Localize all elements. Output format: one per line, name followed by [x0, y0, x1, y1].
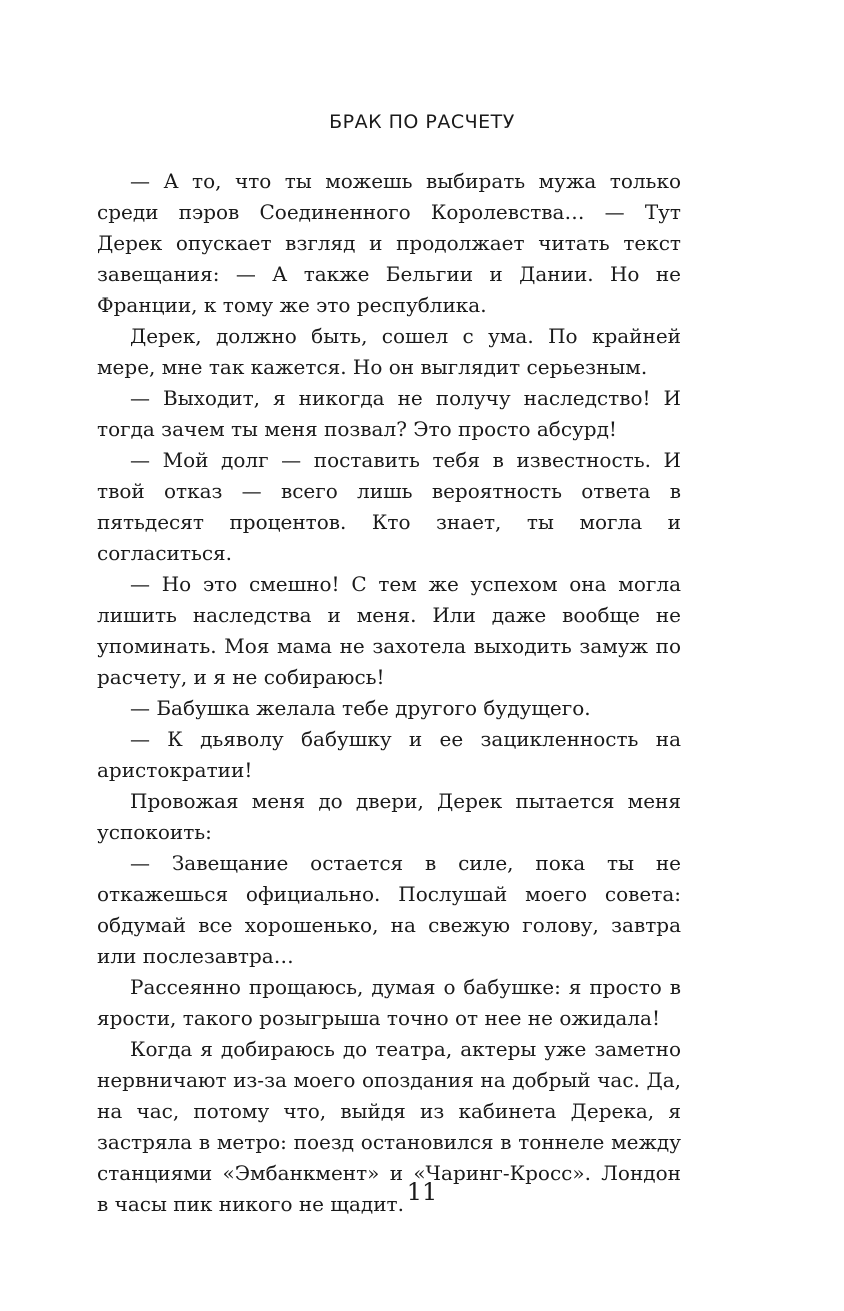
paragraph: Провожая меня до двери, Дерек пытается меня успокоить: — [97, 789, 681, 844]
paragraph: — К дьяволу бабушку и ее зацикленность на аристократии! — [97, 727, 681, 782]
body-text — [97, 166, 681, 1220]
paragraph: Когда я добираюсь до театра, актеры уже заметно нервничают из-за моего опоздания на добрый час. Да, на час, потому что, выйдя из кабинета Дерека, я застряла в метро: поезд остановился в тоннеле между станциями «Эмбанкмент» и «Чаринг-Кросс». Лондон в часы пик никого не щадит. — [97, 1037, 681, 1216]
paragraph: — Выходит, я никогда не получу наследство! И тогда зачем ты меня позвал? Это просто абсурд! — [97, 386, 681, 441]
page-number: 11 — [406, 1178, 438, 1206]
paragraph: — А то, что ты можешь выбирать мужа только среди пэров Соединенного Королевства… — Тут Дерек опускает взгляд и продолжает читать текст завещания: — А также Бельгии и Дании. Но не Франции, к тому же это республика. — [97, 169, 681, 317]
paragraph: — Мой долг — поставить тебя в известность. И твой отказ — всего лишь вероятность ответа в пятьдесят процентов. Кто знает, ты могла и согласиться. — [97, 448, 681, 565]
paragraph: — Бабушка желала тебе другого будущего. — [130, 696, 591, 720]
running-head: БРАК ПО РАСЧЕТУ — [329, 111, 515, 133]
paragraph: Дерек, должно быть, сошел с ума. По крайней мере, мне так кажется. Но он выглядит серьезным. — [97, 324, 681, 379]
paragraph: — Завещание остается в силе, пока ты не откажешься официально. Послушай моего совета: обдумай все хорошенько, на свежую голову, завтра или послезавтра… — [97, 851, 681, 968]
paragraph: — Но это смешно! С тем же успехом она могла лишить наследства и меня. Или даже вообще не упоминать. Моя мама не захотела выходить замуж по расчету, и я не собираюсь! — [97, 572, 681, 689]
paragraph: Рассеянно прощаюсь, думая о бабушке: я просто в ярости, такого розыгрыша точно от нее не ожидала! — [97, 975, 681, 1030]
